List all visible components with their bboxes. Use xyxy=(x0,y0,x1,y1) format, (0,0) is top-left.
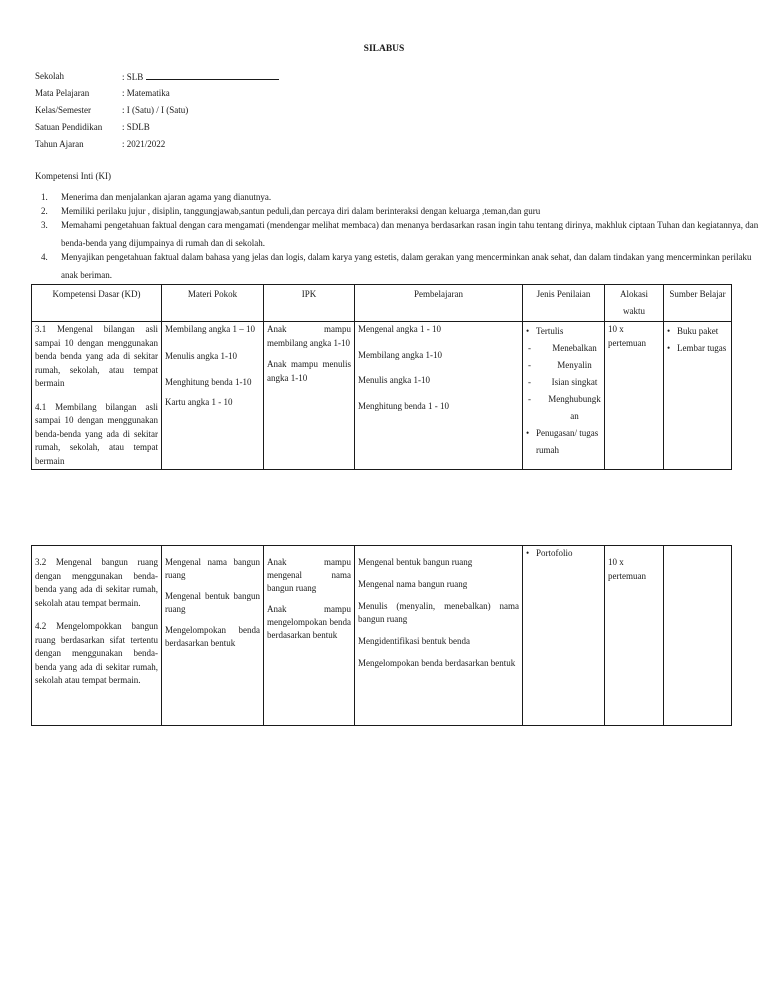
cell-alokasi: 10 x pertemuan xyxy=(605,322,664,470)
pembelajaran-text: Mengelompokan benda berdasarkan bentuk xyxy=(358,658,516,668)
bullet-icon: • xyxy=(667,326,671,336)
header-ipk: IPK xyxy=(264,285,355,322)
ki-item xyxy=(35,216,760,252)
info-label: Mata Pelajaran xyxy=(35,88,90,98)
list-item: • Portofolio xyxy=(526,548,573,558)
materi-text: Mengelompokan benda berdasarkan bentuk xyxy=(165,625,260,648)
penilaian-list xyxy=(526,323,601,340)
sub-item: - Menyalin xyxy=(528,360,592,370)
cell-sumber xyxy=(664,322,732,470)
sub-item: - Menebalkan xyxy=(528,343,597,353)
kd-text: 3.1 Mengenal bilangan asli sampai 10 dengan menggunakan benda benda yang ada di sekitar rumah, sekolah, atau tempat bermain xyxy=(35,324,158,388)
header-kd: Kompetensi Dasar (KD) xyxy=(32,285,162,322)
ki-number: 1. xyxy=(41,192,48,202)
cell-materi xyxy=(162,546,264,726)
info-value: : SDLB xyxy=(122,122,150,132)
info-label: Kelas/Semester xyxy=(35,105,91,115)
header-alokasi: Alokasi waktu xyxy=(605,285,664,322)
ki-text: Menyajikan pengetahuan faktual dalam bahasa yang jelas dan logis, dalam karya yang estetis, dalam gerakan yang mencerminkan anak sehat, dan dalam tindakan yang mencerminkan perilaku anak beriman. xyxy=(61,252,752,280)
pembelajaran-text: Mengenal bentuk bangun ruang xyxy=(358,557,473,567)
materi-text: Menulis angka 1-10 xyxy=(165,350,237,361)
list-item: • Penugasan/ tugas rumah xyxy=(526,425,601,459)
list-item: • Lembar tugas xyxy=(667,340,728,357)
fill-in-line xyxy=(146,70,279,80)
cell-pembelajaran xyxy=(355,546,523,726)
pembelajaran-text: Mengenal angka 1 - 10 xyxy=(358,324,441,334)
header-materi: Materi Pokok xyxy=(162,285,264,322)
ki-number: 4. xyxy=(41,252,48,262)
bullet-icon: • xyxy=(526,428,530,438)
info-label: Sekolah xyxy=(35,71,64,81)
cell-penilaian xyxy=(523,322,605,470)
info-value: : Matematika xyxy=(122,88,170,98)
ki-number: 2. xyxy=(41,206,48,216)
table-row xyxy=(32,322,732,470)
syllabus-table-page1 xyxy=(31,284,732,470)
pembelajaran-text: Menulis (menyalin, menebalkan) nama bangun ruang xyxy=(358,601,519,624)
list-item: • Tertulis xyxy=(526,323,601,340)
materi-text: Kartu angka 1 - 10 xyxy=(165,396,233,407)
cell-pembelajaran xyxy=(355,322,523,470)
cell-penilaian xyxy=(523,546,605,726)
pembelajaran-text: Mengidentifikasi bentuk benda xyxy=(358,636,470,646)
cell-ipk xyxy=(264,322,355,470)
document-title: SILABUS xyxy=(363,44,405,54)
materi-text: Mengenal bentuk bangun ruang xyxy=(165,591,260,614)
penilaian-list xyxy=(526,425,601,459)
info-value: : SLB xyxy=(122,70,279,83)
header-pembelajaran: Pembelajaran xyxy=(355,285,523,322)
pembelajaran-text: Membilang angka 1-10 xyxy=(358,349,442,360)
table-header-row xyxy=(32,285,732,322)
info-label: Satuan Pendidikan xyxy=(35,122,103,132)
bullet-icon: • xyxy=(526,548,530,558)
ki-title: Kompetensi Inti (KI) xyxy=(35,171,111,181)
ki-number: 3. xyxy=(41,220,48,230)
cell-alokasi: 10 x pertemuan xyxy=(605,546,664,726)
sub-item: - Isian singkat xyxy=(528,377,598,387)
sub-item: - Menghubungkan xyxy=(528,394,601,421)
materi-text: Mengenal nama bangun ruang xyxy=(165,557,260,580)
info-value: : 2021/2022 xyxy=(122,139,166,149)
kd-text: 4.1 Membilang bilangan asli sampai 10 dengan menggunakan benda-benda yang ada di sekitar rumah, sekolah, atau tempat bermain xyxy=(35,401,158,466)
header-sumber: Sumber Belajar xyxy=(664,285,732,322)
kd-text: 4.2 Mengelompokkan bangun ruang berdasarkan sifat tertentu dengan menggunakan benda-benda yang ada di sekitar rumah, sekolah atau tempat bermain. xyxy=(35,621,158,685)
materi-text: Menghitung benda 1-10 xyxy=(165,377,252,387)
pembelajaran-text: Mengenal nama bangun ruang xyxy=(358,579,468,589)
bullet-icon: • xyxy=(667,343,671,353)
table-row xyxy=(32,546,732,726)
ki-item xyxy=(35,248,760,284)
kd-text: 3.2 Mengenal bangun ruang dengan menggunakan benda-benda yang ada di sekitar rumah, sekolah atau tempat bermain. xyxy=(35,557,158,608)
cell-ipk xyxy=(264,546,355,726)
cell-kd xyxy=(32,322,162,470)
pembelajaran-text: Menulis angka 1-10 xyxy=(358,375,430,385)
ipk-text: Anak mampu membilang angka 1-10 xyxy=(267,324,351,348)
cell-materi xyxy=(162,322,264,470)
cell-kd xyxy=(32,546,162,726)
ipk-text: Anak mampu menulis angka 1-10 xyxy=(267,359,351,383)
info-label: Tahun Ajaran xyxy=(35,139,84,149)
ki-text: Memahami pengetahuan faktual dengan cara mengamati (mendengar melihat membaca) dan menanya berdasarkan rasan ingin tahu tentang dirinya, makhluk ciptaan Tuhan dan kegiatannya, dan benda-benda yang dijumpainya di rumah dan di sekolah. xyxy=(61,220,759,248)
ki-text: Menerima dan menjalankan ajaran agama yang dianutnya. xyxy=(61,192,272,202)
list-item: • Buku paket xyxy=(667,323,728,340)
materi-text: Membilang angka 1 – 10 xyxy=(165,324,255,334)
penilaian-list xyxy=(526,547,601,559)
ipk-text: Anak mampu mengenal nama bangun ruang xyxy=(267,557,351,593)
ki-text: Memiliki perilaku jujur , disiplin, tanggungjawab,santun peduli,dan percaya diri dalam berinteraksi dengan keluarga ,teman,dan guru xyxy=(61,206,541,216)
sumber-list xyxy=(667,323,728,357)
ipk-text: Anak mampu mengelompokan benda berdasarkan bentuk xyxy=(267,604,351,640)
pembelajaran-text: Menghitung benda 1 - 10 xyxy=(358,400,449,411)
cell-sumber xyxy=(664,546,732,726)
bullet-icon: • xyxy=(526,326,530,336)
header-penilaian: Jenis Penilaian xyxy=(523,285,605,322)
info-value: : I (Satu) / I (Satu) xyxy=(122,105,189,115)
ki-list xyxy=(35,188,760,280)
syllabus-table-page2 xyxy=(31,545,732,726)
